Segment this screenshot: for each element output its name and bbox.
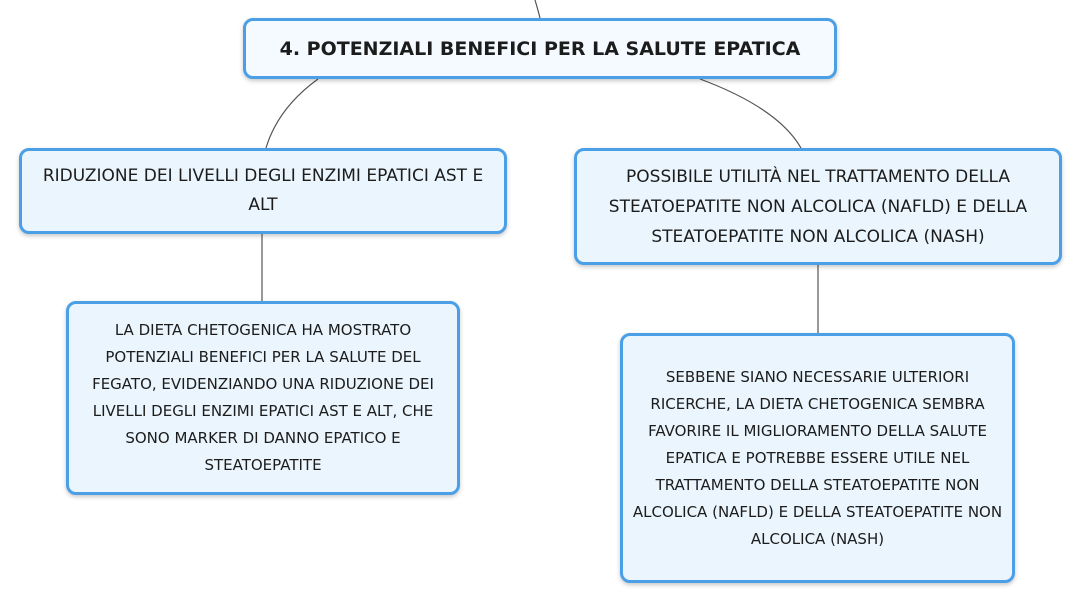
- connector-parent-to-root: [535, 0, 540, 18]
- branch-node-label: POSSIBILE UTILITÀ NEL TRATTAMENTO DELLA STEATOEPATITE NON ALCOLICA (NAFLD) E DELLA STEATOEPATITE NON ALCOLICA (NASH): [608, 166, 1028, 247]
- detail-node-nafld-nash[interactable]: [620, 333, 1015, 583]
- connector-root-to-branch-2: [700, 79, 801, 148]
- branch-node-nafld-nash[interactable]: [574, 148, 1062, 265]
- branch-node-label: RIDUZIONE DEI LIVELLI DEGLI ENZIMI EPATICI AST E ALT: [42, 166, 484, 215]
- detail-node-liver-enzymes[interactable]: [66, 301, 460, 495]
- root-node-label: 4. POTENZIALI BENEFICI PER LA SALUTE EPATICA: [279, 37, 801, 60]
- connector-root-to-branch-1: [266, 79, 318, 148]
- detail-node-label: LA DIETA CHETOGENICA HA MOSTRATO POTENZIALI BENEFICI PER LA SALUTE DEL FEGATO, EVIDENZIANDO UNA RIDUZIONE DEI LIVELLI DEGLI ENZIMI EPATICI AST E ALT, CHE SONO MARKER DI DANNO EPATICO E STEATOEPATITE: [92, 321, 434, 474]
- root-node[interactable]: [243, 18, 837, 79]
- detail-node-label: SEBBENE SIANO NECESSARIE ULTERIORI RICERCHE, LA DIETA CHETOGENICA SEMBRA FAVORIRE IL MIGLIORAMENTO DELLA SALUTE EPATICA E POTREBBE ESSERE UTILE NEL TRATTAMENTO DELLA STEATOEPATITE NON ALCOLICA (NAFLD) E DELLA STEATOEPATITE NON ALCOLICA (NASH): [632, 367, 1003, 548]
- branch-node-liver-enzymes[interactable]: [19, 148, 507, 234]
